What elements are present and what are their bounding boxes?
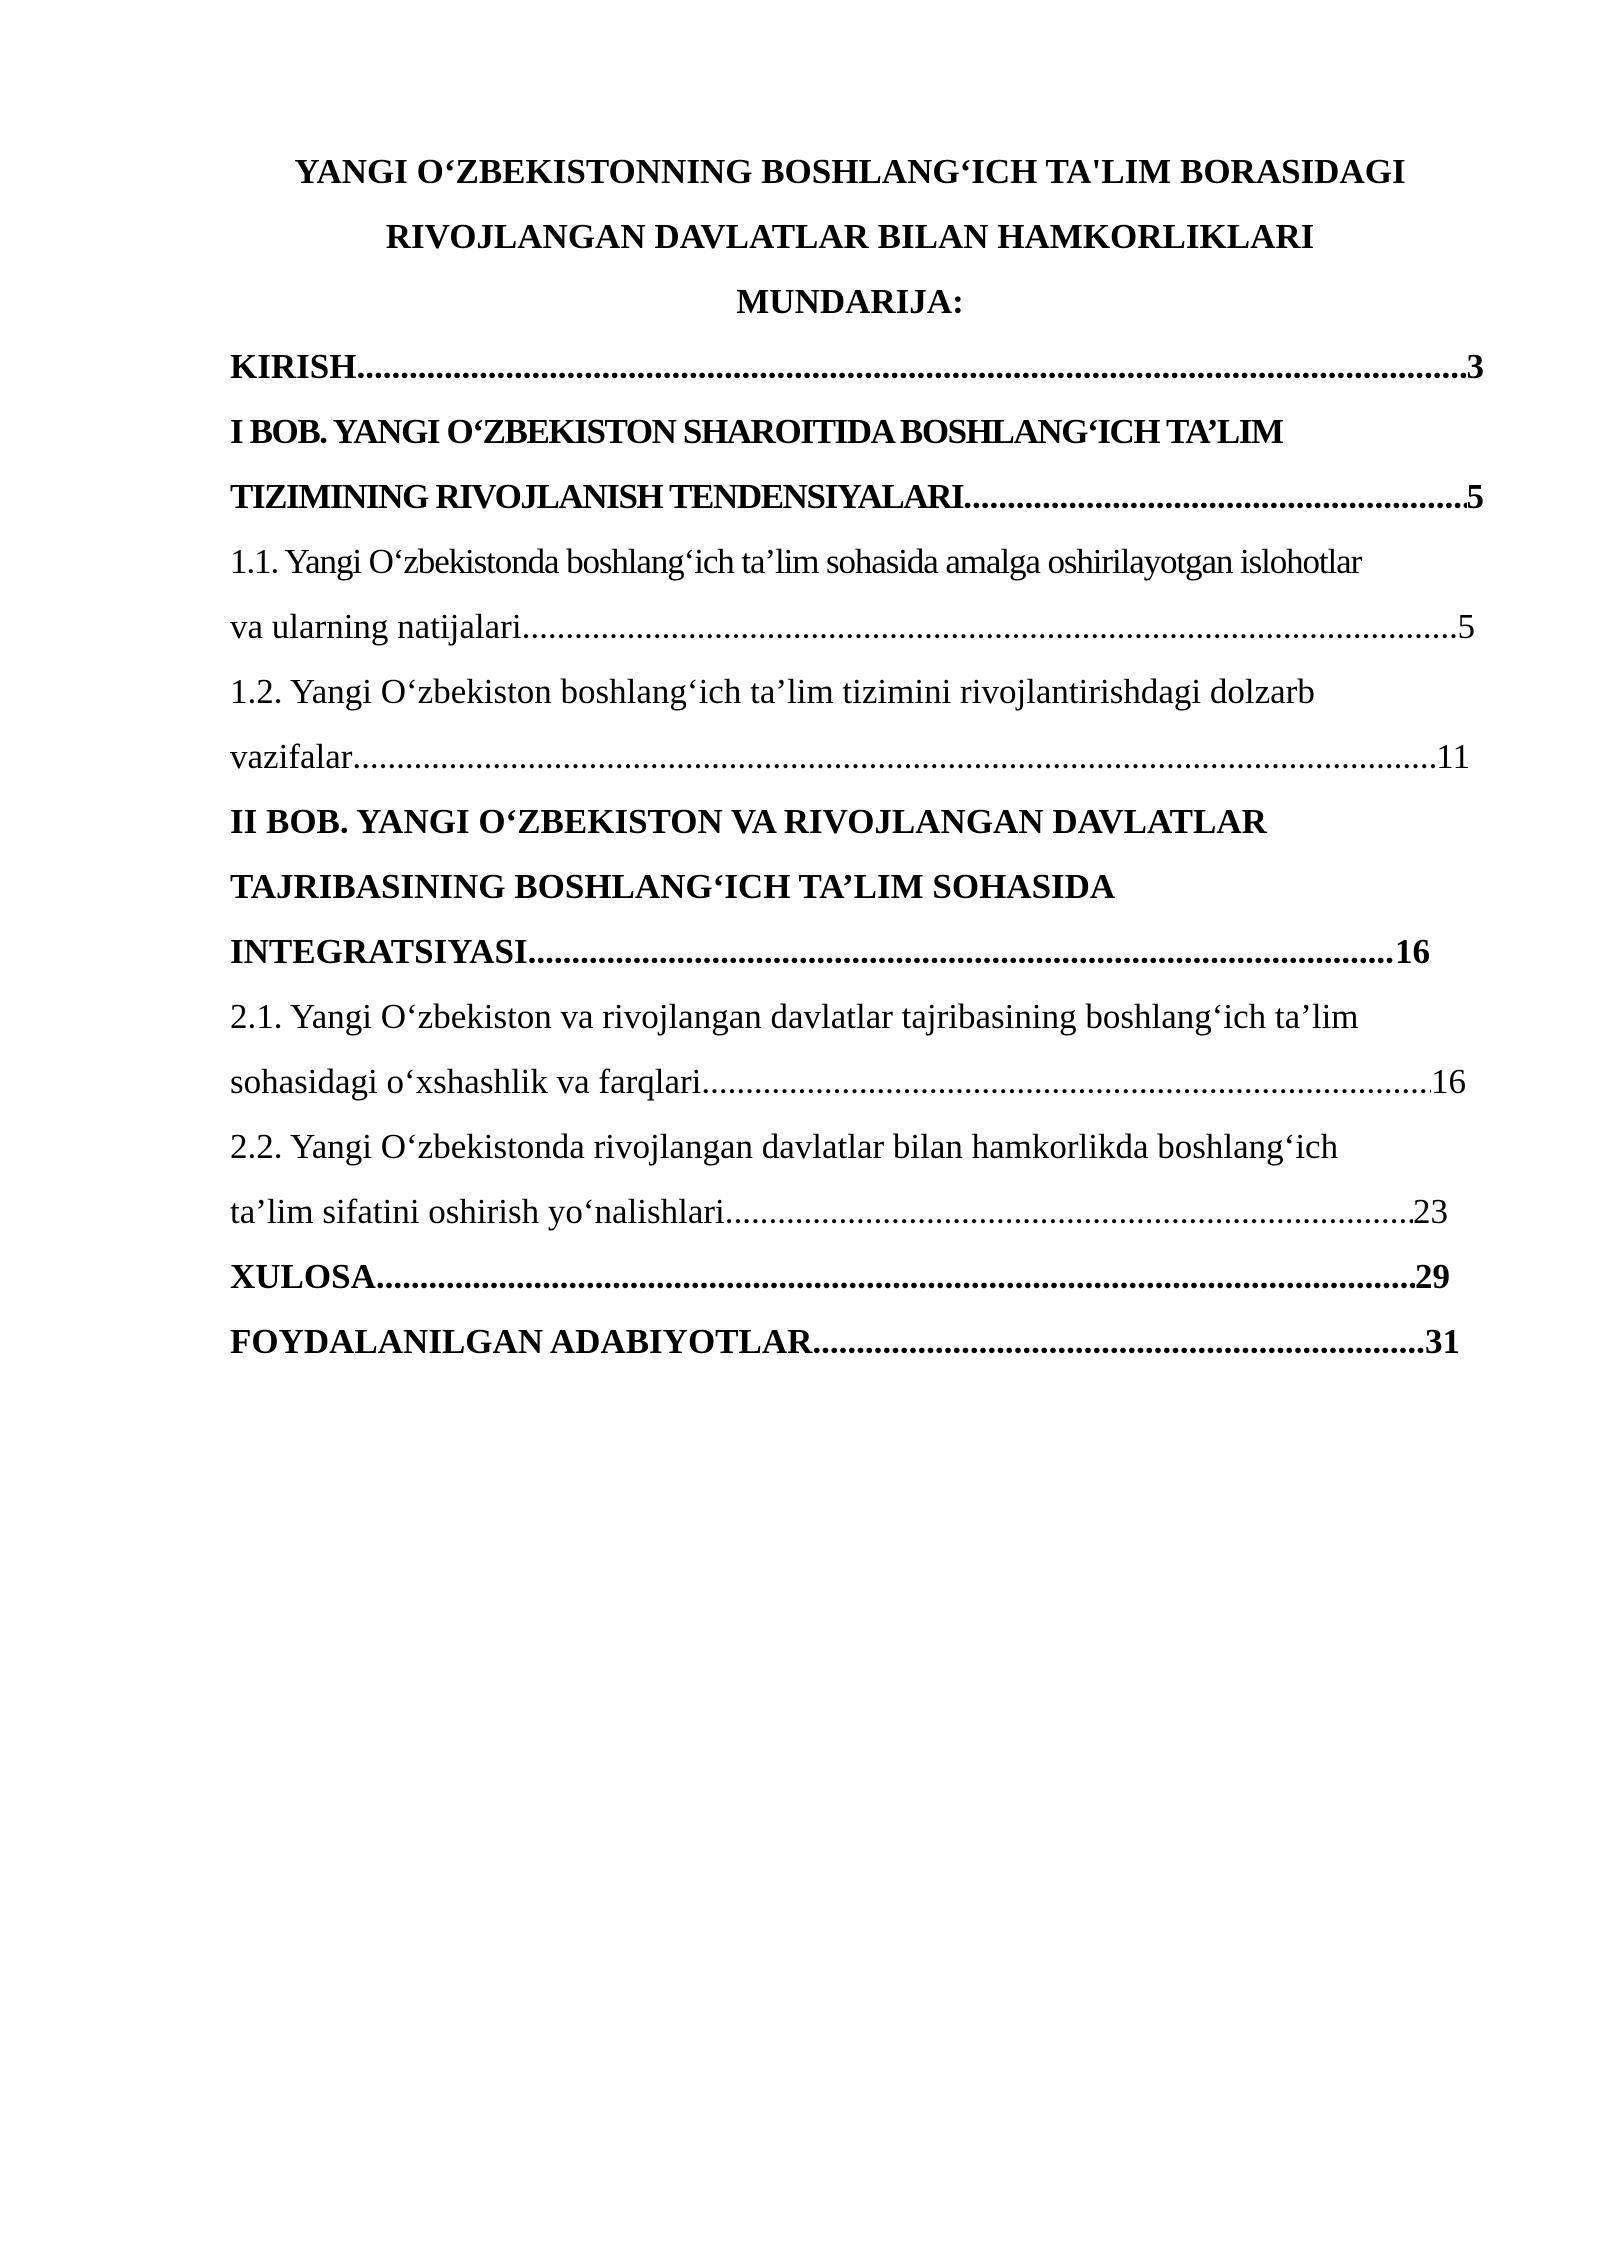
- toc-leader-dots: [812, 1320, 1425, 1364]
- toc-entry-xulosa[interactable]: [230, 1255, 1450, 1299]
- toc-entry-bob2-line-1[interactable]: II BOB. YANGI O‘ZBEKISTON VA RIVOJLANGAN DAVLATLAR: [230, 802, 1267, 841]
- toc-page-number: 16: [1395, 932, 1430, 971]
- toc-page-number: 5: [1457, 607, 1475, 646]
- toc-page-number: 16: [1431, 1062, 1466, 1101]
- toc-entry-text: XULOSA: [230, 1257, 376, 1296]
- toc-entry-1-1-line-2[interactable]: [230, 605, 1475, 649]
- toc-leader-dots: [963, 475, 1466, 519]
- toc-entry-bob1-line-1[interactable]: I BOB. YANGI O‘ZBEKISTON SHAROITIDA BOSHLANG‘ICH TA’LIM: [230, 412, 1283, 451]
- toc-entry-bob2-line-2[interactable]: TAJRIBASINING BOSHLANG‘ICH TA’LIM SOHASIDA: [230, 867, 1116, 906]
- toc-leader-dots: [725, 1190, 1413, 1234]
- toc-entry-1-2-line-2[interactable]: [230, 735, 1470, 779]
- toc-entry-bob2-line-3[interactable]: [230, 930, 1430, 974]
- toc-leader-dots: [352, 735, 1436, 779]
- toc-entry-bob1-line-2[interactable]: [230, 475, 1484, 519]
- toc-entry-2-2-line-2[interactable]: [230, 1190, 1448, 1234]
- toc-entry-text: sohasidagi o‘xshashlik va farqlari: [230, 1062, 702, 1101]
- toc-entry-1-2-line-1[interactable]: 1.2. Yangi O‘zbekiston boshlang‘ich ta’lim tizimini rivojlantirishdagi dolzarb: [230, 672, 1315, 711]
- toc-page-number: 3: [1466, 347, 1484, 386]
- toc-entry-text: va ularning natijalari: [230, 607, 522, 646]
- toc-entry-text: FOYDALANILGAN ADABIYOTLAR: [230, 1322, 813, 1361]
- toc-leader-dots: [528, 930, 1395, 974]
- toc-entry-2-2-line-1[interactable]: 2.2. Yangi O‘zbekistonda rivojlangan davlatlar bilan hamkorlikda boshlang‘ich: [230, 1127, 1339, 1166]
- toc-heading: MUNDARIJA:: [736, 282, 964, 321]
- toc-page-number: 31: [1425, 1322, 1460, 1361]
- toc-entry-1-1-line-1[interactable]: 1.1. Yangi O‘zbekistonda boshlang‘ich ta’lim sohasida amalga oshirilayotgan islohotlar: [230, 542, 1362, 581]
- toc-leader-dots: [701, 1060, 1431, 1104]
- toc-entry-kirish[interactable]: [230, 345, 1484, 389]
- toc-leader-dots: [376, 1255, 1415, 1299]
- toc-entry-text: vazifalar: [230, 737, 353, 776]
- toc-entry-adabiyotlar[interactable]: [230, 1320, 1460, 1364]
- toc-entry-2-1-line-1[interactable]: 2.1. Yangi O‘zbekiston va rivojlangan davlatlar tajribasining boshlang‘ich ta’lim: [230, 997, 1359, 1036]
- document-title-line-1: YANGI O‘ZBEKISTONNING BOSHLANG‘ICH TA'LIM BORASIDAGI: [294, 152, 1406, 191]
- toc-entry-text: TIZIMINING RIVOJLANISH TENDENSIYALARI: [230, 477, 964, 516]
- document-title-line-2: RIVOJLANGAN DAVLATLAR BILAN HAMKORLIKLARI: [385, 217, 1315, 256]
- toc-entry-text: INTEGRATSIYASI: [230, 932, 528, 971]
- toc-entry-text: KIRISH: [230, 347, 357, 386]
- toc-page-number: 29: [1415, 1257, 1450, 1296]
- toc-page-number: 23: [1413, 1192, 1448, 1231]
- toc-page-number: 11: [1436, 737, 1470, 776]
- toc-leader-dots: [356, 345, 1466, 389]
- toc-page-number: 5: [1466, 477, 1484, 516]
- toc-entry-text: ta’lim sifatini oshirish yo‘nalishlari: [230, 1192, 725, 1231]
- toc-leader-dots: [522, 605, 1458, 649]
- toc-entry-2-1-line-2[interactable]: [230, 1060, 1466, 1104]
